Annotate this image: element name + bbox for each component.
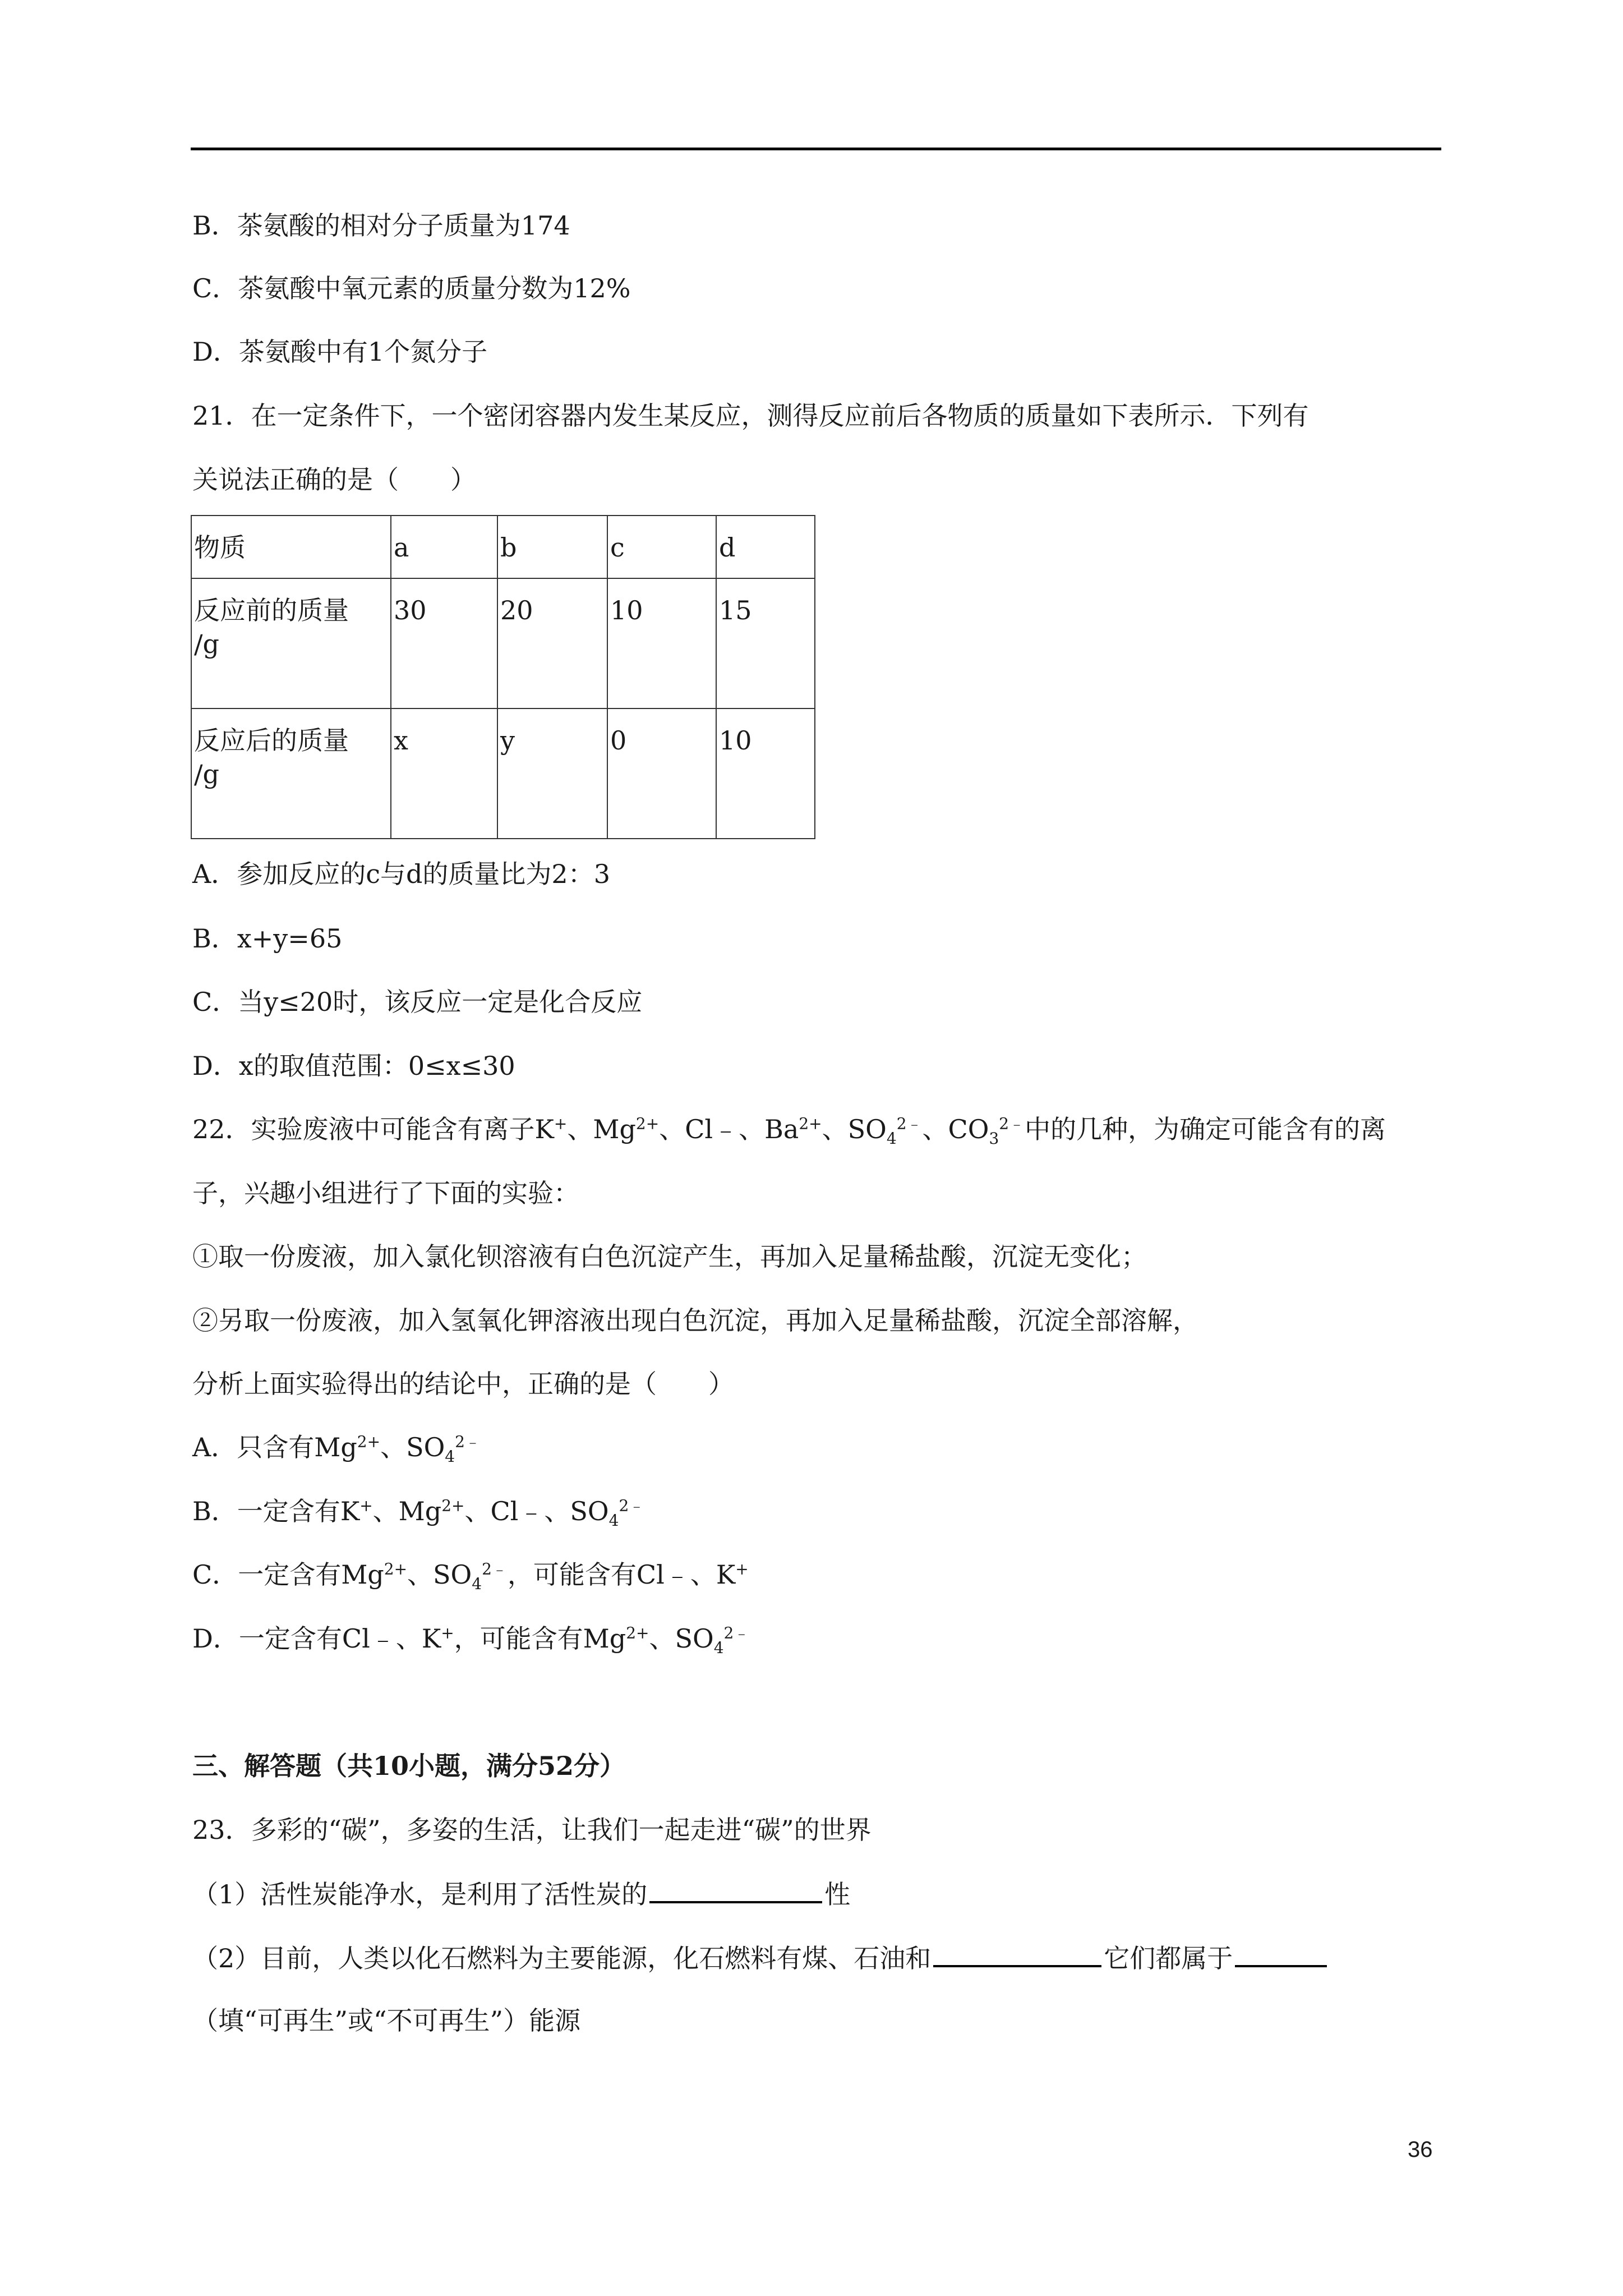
header-cell-c: c [607, 516, 716, 578]
before-value-c: 10 [607, 578, 716, 708]
q23-part2-line2: （填“可再生”或“不可再生”）能源 [192, 2005, 581, 2036]
q22-option-c: C．一定含有$Mg^{2+}$、$SO_4^{2﹣}$，可能含有Cl﹣、K+ [192, 1559, 749, 1594]
q21-stem-line1: 21．在一定条件下，一个密闭容器内发生某反应，测得反应前后各物质的质量如下表所示．下列有 [192, 401, 1309, 431]
mass-table [191, 515, 815, 839]
after-value-d: 10 [716, 708, 815, 839]
after-value-c: 0 [607, 708, 716, 839]
q22-step1: ①取一份废液，加入氯化钡溶液有白色沉淀产生，再加入足量稀盐酸，沉淀无变化； [192, 1241, 1147, 1272]
after-value-b: y [497, 708, 607, 839]
header-rule [191, 148, 1441, 150]
q21-option-c: C．当y≤20时，该反应一定是化合反应 [192, 987, 643, 1017]
header-cell-d: d [716, 516, 815, 578]
after-value-a: x [391, 708, 497, 839]
row-label-after: 反应后的质量 /g [191, 708, 391, 839]
q21-stem-line2: 关说法正确的是（ ） [192, 464, 476, 495]
q20-option-b: B．茶氨酸的相对分子质量为174 [192, 210, 570, 241]
before-value-a: 30 [391, 578, 497, 708]
mass-table-row-after [191, 708, 815, 839]
q22-step2: ②另取一份废液，加入氢氧化钾溶液出现白色沉淀，再加入足量稀盐酸，沉淀全部溶解， [192, 1305, 1198, 1336]
before-value-b: 20 [497, 578, 607, 708]
answer-blank-1[interactable] [649, 1876, 822, 1903]
q20-option-c: C．茶氨酸中氧元素的质量分数为12% [192, 273, 631, 303]
q21-option-d: D．x的取值范围：0≤x≤30 [192, 1051, 515, 1081]
section3-title: 三、解答题（共10小题，满分52分） [192, 1751, 626, 1781]
q22-stem-line1: 22．实验废液中可能含有离子K+、$Mg^{2+}$、Cl﹣、$Ba^{2+}$、$SO_4^{2﹣}$、$CO_3^{2﹣}$中的几种，为确定可能含有的离 [192, 1114, 1386, 1148]
answer-blank-3[interactable] [1235, 1940, 1327, 1967]
header-cell-substance: 物质 [191, 516, 391, 578]
q22-stem-line2: 子，兴趣小组进行了下面的实验： [192, 1178, 579, 1208]
q23-stem: 23．多彩的“碳”，多姿的生活，让我们一起走进“碳”的世界 [192, 1815, 872, 1845]
header-cell-b: b [497, 516, 607, 578]
header-cell-a: a [391, 516, 497, 578]
mass-table-row-before [191, 578, 815, 708]
before-value-d: 15 [716, 578, 815, 708]
q20-option-d: D．茶氨酸中有1个氮分子 [192, 337, 488, 367]
mass-table-header-row [191, 516, 815, 578]
q21-option-b: B．x+y=65 [192, 923, 343, 954]
q21-option-a: A．参加反应的c与d的质量比为2：3 [192, 859, 610, 889]
q22-option-d: D．一定含有Cl﹣、K+，可能含有$Mg^{2+}$、$SO_4^{2﹣}$ [192, 1623, 750, 1658]
row-label-before: 反应前的质量 /g [191, 578, 391, 708]
q23-part1: （1）活性炭能净水，是利用了活性炭的 性 [192, 1876, 850, 1911]
q22-option-a: A．只含有$Mg^{2+}$、$SO_4^{2﹣}$ [192, 1432, 481, 1466]
q23-part2: （2）目前，人类以化石燃料为主要能源，化石燃料有煤、石油和 它们都属于 [192, 1940, 1329, 1975]
q22-question: 分析上面实验得出的结论中，正确的是（ ） [192, 1369, 734, 1399]
answer-blank-2[interactable] [933, 1940, 1101, 1967]
q22-option-b: B．一定含有K+、$Mg^{2+}$、Cl﹣、$SO_4^{2﹣}$ [192, 1496, 645, 1530]
page-number: 36 [1408, 2137, 1433, 2162]
